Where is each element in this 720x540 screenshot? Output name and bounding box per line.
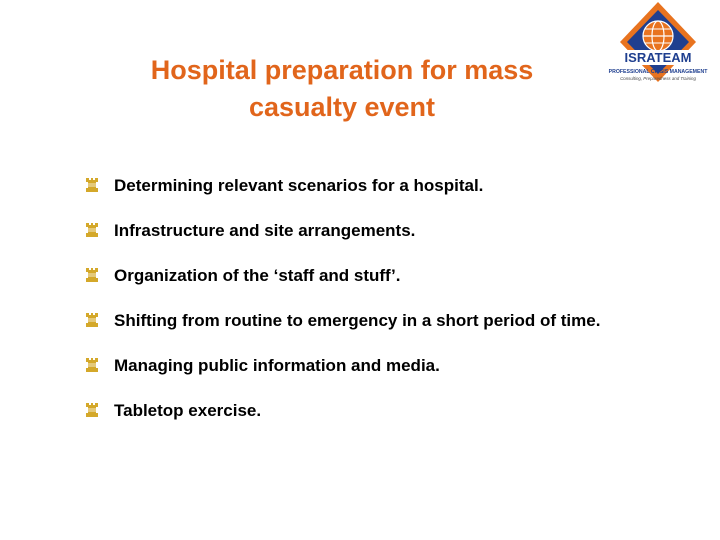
title-line-2: casualty event — [248, 92, 436, 122]
rook-bullet-icon — [85, 267, 99, 283]
bullet-text: Determining relevant scenarios for a hospital. — [114, 176, 484, 195]
bullet-item — [85, 298, 685, 343]
rook-bullet-icon — [85, 177, 99, 193]
rook-bullet-icon — [85, 222, 99, 238]
bullet-item — [85, 208, 685, 253]
logo-name: ISRATEAM — [624, 50, 692, 65]
bullet-text: Infrastructure and site arrangements. — [114, 221, 416, 240]
bullet-item — [85, 163, 685, 208]
rook-bullet-icon — [85, 357, 99, 373]
bullet-item — [85, 343, 685, 388]
logo-subtagline: Consulting, Preparedness and Training — [620, 76, 696, 81]
bullet-item — [85, 388, 685, 433]
rook-bullet-icon — [85, 402, 99, 418]
bullet-item — [85, 253, 685, 298]
bullet-list — [85, 163, 685, 433]
bullet-text: Managing public information and media. — [114, 356, 440, 375]
rook-bullet-icon — [85, 312, 99, 328]
israteam-logo — [600, 0, 716, 92]
bullet-text: Tabletop exercise. — [114, 401, 262, 420]
slide-title — [100, 52, 584, 126]
bullet-text: Shifting from routine to emergency in a short period of time. — [114, 311, 601, 330]
logo-tagline: PROFESSIONAL CRISIS MANAGEMENT — [608, 69, 708, 75]
title-line-1: Hospital preparation for mass — [150, 55, 534, 85]
bullet-text: Organization of the ‘staff and stuff’. — [114, 266, 401, 285]
